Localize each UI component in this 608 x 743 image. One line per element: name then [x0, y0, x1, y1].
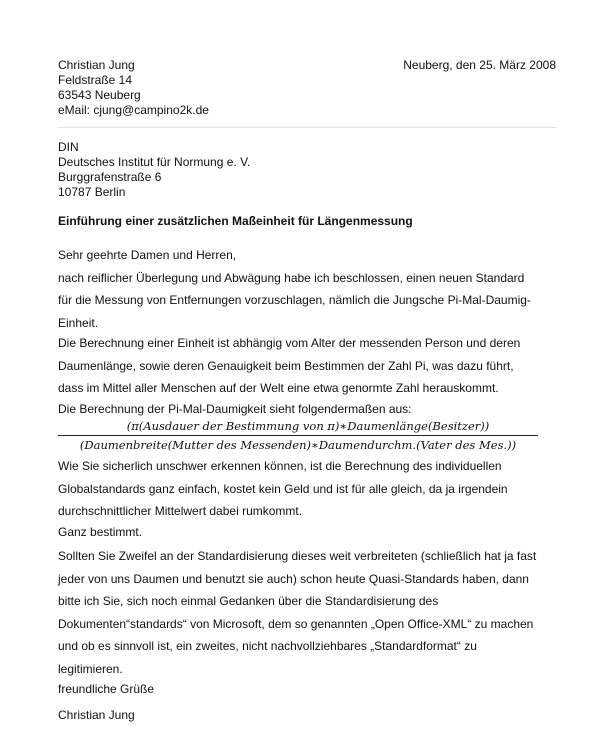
fraction-bar [58, 435, 538, 436]
text-line: bitte ich Sie, sich noch einmal Gedanken über die Standardisierung des [58, 594, 439, 608]
sender-address [58, 58, 209, 118]
sender-name: Christian Jung [58, 58, 135, 72]
paragraph-4 [58, 455, 558, 523]
place-date: Neuberg, den 25. März 2008 [403, 58, 556, 72]
text-line: Sehr geehrte Damen und Herren, [58, 248, 237, 262]
sender-street: Feldstraße 14 [58, 73, 133, 87]
recipient-line: Deutsches Institut für Normung e. V. [58, 155, 251, 169]
text-line: legitimieren. [58, 661, 123, 676]
salutation [58, 244, 558, 334]
subject-line: Einführung einer zusätzlichen Maßeinheit für Längenmessung [58, 214, 413, 228]
header-divider [58, 127, 556, 128]
text-line: Christian Jung [58, 708, 135, 722]
text-line: Globalstandards ganz einfach, kostet kein Geld und ist für alle gleich, da ja irgendein [58, 481, 508, 496]
text-line: Die Berechnung einer Einheit ist abhängig vom Alter der messenden Person und deren [58, 336, 521, 350]
text-line: freundliche Grüße [58, 682, 155, 696]
text-line: Sollten Sie Zweifel an der Standardisierung dieses weit verbreiteten (schließlich hat ja fast [58, 549, 537, 563]
recipient-line: DIN [58, 140, 79, 154]
text-line: Wie Sie sicherlich unschwer erkennen können, ist die Berechnung des individuellen [58, 459, 502, 473]
text-line: Daumenlänge, sowie deren Genauigkeit beim Bestimmen der Zahl Pi, was dazu führt, [58, 358, 514, 373]
paragraph-5 [58, 521, 558, 544]
formula-denominator: (Daumenbreite(Mutter des Messenden)∗Daumendurchm.(Vater des Mes.)) [79, 438, 517, 452]
recipient-line: 10787 Berlin [58, 185, 126, 199]
sender-city: 63543 Neuberg [58, 88, 141, 102]
text-line: jeder von uns Daumen und benutzt sie auch) schon heute Quasi-Standards haben, dann [58, 571, 529, 586]
paragraph-2 [58, 332, 558, 400]
recipient-address [58, 140, 250, 200]
formula [58, 418, 538, 453]
text-line: Die Berechnung der Pi-Mal-Daumigkeit sieht folgendermaßen aus: [58, 402, 412, 416]
text-line: Einheit. [58, 315, 99, 330]
text-line: Dokumenten“standards“ von Microsoft, dem so genannten „Open Office-XML“ zu machen [58, 616, 534, 631]
text-line: dass im Mittel aller Menschen auf der Welt eine etwa genormte Zahl herauskommt. [58, 381, 499, 395]
text-line: Ganz bestimmt. [58, 525, 143, 539]
text-line: nach reiflicher Überlegung und Abwägung habe ich beschlossen, einen neuen Standard [58, 270, 525, 285]
signature [58, 704, 558, 727]
closing [58, 678, 558, 701]
recipient-line: Burggrafenstraße 6 [58, 170, 162, 184]
text-line: für die Messung von Entfernungen vorzuschlagen, nämlich die Jungsche Pi-Mal-Daumig- [58, 293, 531, 307]
text-line: und ob es sinnvoll ist, ein zweites, nicht nachvollziehbares „Standardformat“ zu [58, 639, 477, 653]
text-line: durchschnittlicher Mittelwert dabei rumkommt. [58, 504, 303, 518]
paragraph-6 [58, 545, 558, 680]
formula-numerator: (π(Ausdauer der Bestimmung von π)∗Daumenlänge(Besitzer)) [126, 419, 490, 433]
sender-email: eMail: cjung@campino2k.de [58, 103, 209, 117]
